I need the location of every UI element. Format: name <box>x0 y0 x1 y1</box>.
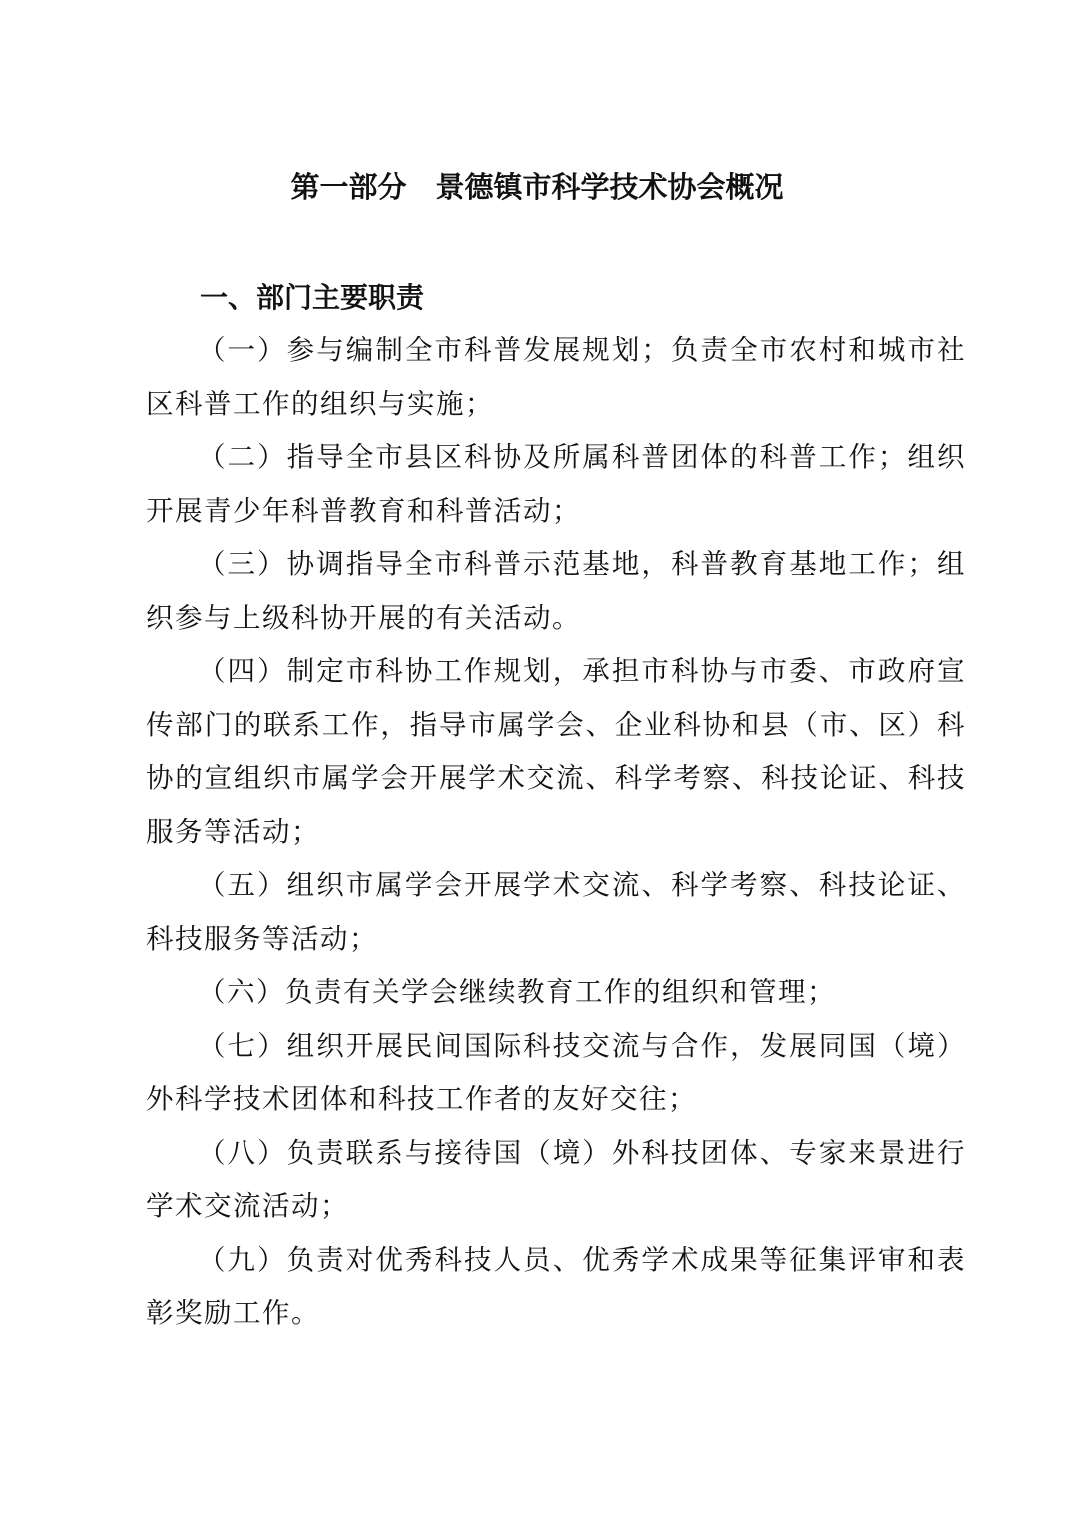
duty-paragraph-9: （九）负责对优秀科技人员、优秀学术成果等征集评审和表彰奖励工作。 <box>146 1243 966 1329</box>
section-heading: 一、部门主要职责 <box>200 281 425 314</box>
duty-paragraph-6: （六）负责有关学会继续教育工作的组织和管理； <box>198 976 836 1008</box>
duties-list <box>146 324 966 1341</box>
duty-paragraph-7: （七）组织开展民间国际科技交流与合作，发展同国（境）外科学技术团体和科技工作者的友好交往； <box>146 1029 966 1115</box>
duty-paragraph-5: （五）组织市属学会开展学术交流、科学考察、科技论证、科技服务等活动； <box>146 869 966 955</box>
page-title: 第一部分 景德镇市科学技术协会概况 <box>290 170 784 204</box>
duty-paragraph-3: （三）协调指导全市科普示范基地，科普教育基地工作；组织参与上级科协开展的有关活动。 <box>146 548 966 634</box>
duty-paragraph-2: （二）指导全市县区科协及所属科普团体的科普工作；组织开展青少年科普教育和科普活动； <box>146 441 966 527</box>
duty-paragraph-8: （八）负责联系与接待国（境）外科技团体、专家来景进行学术交流活动； <box>146 1136 966 1222</box>
duty-paragraph-1: （一）参与编制全市科普发展规划；负责全市农村和城市社区科普工作的组织与实施； <box>146 334 966 420</box>
duty-paragraph-4: （四）制定市科协工作规划，承担市科协与市委、市政府宣传部门的联系工作，指导市属学会、企业科协和县（市、区）科协的宣组织市属学会开展学术交流、科学考察、科技论证、科技服务等活动； <box>146 655 966 848</box>
